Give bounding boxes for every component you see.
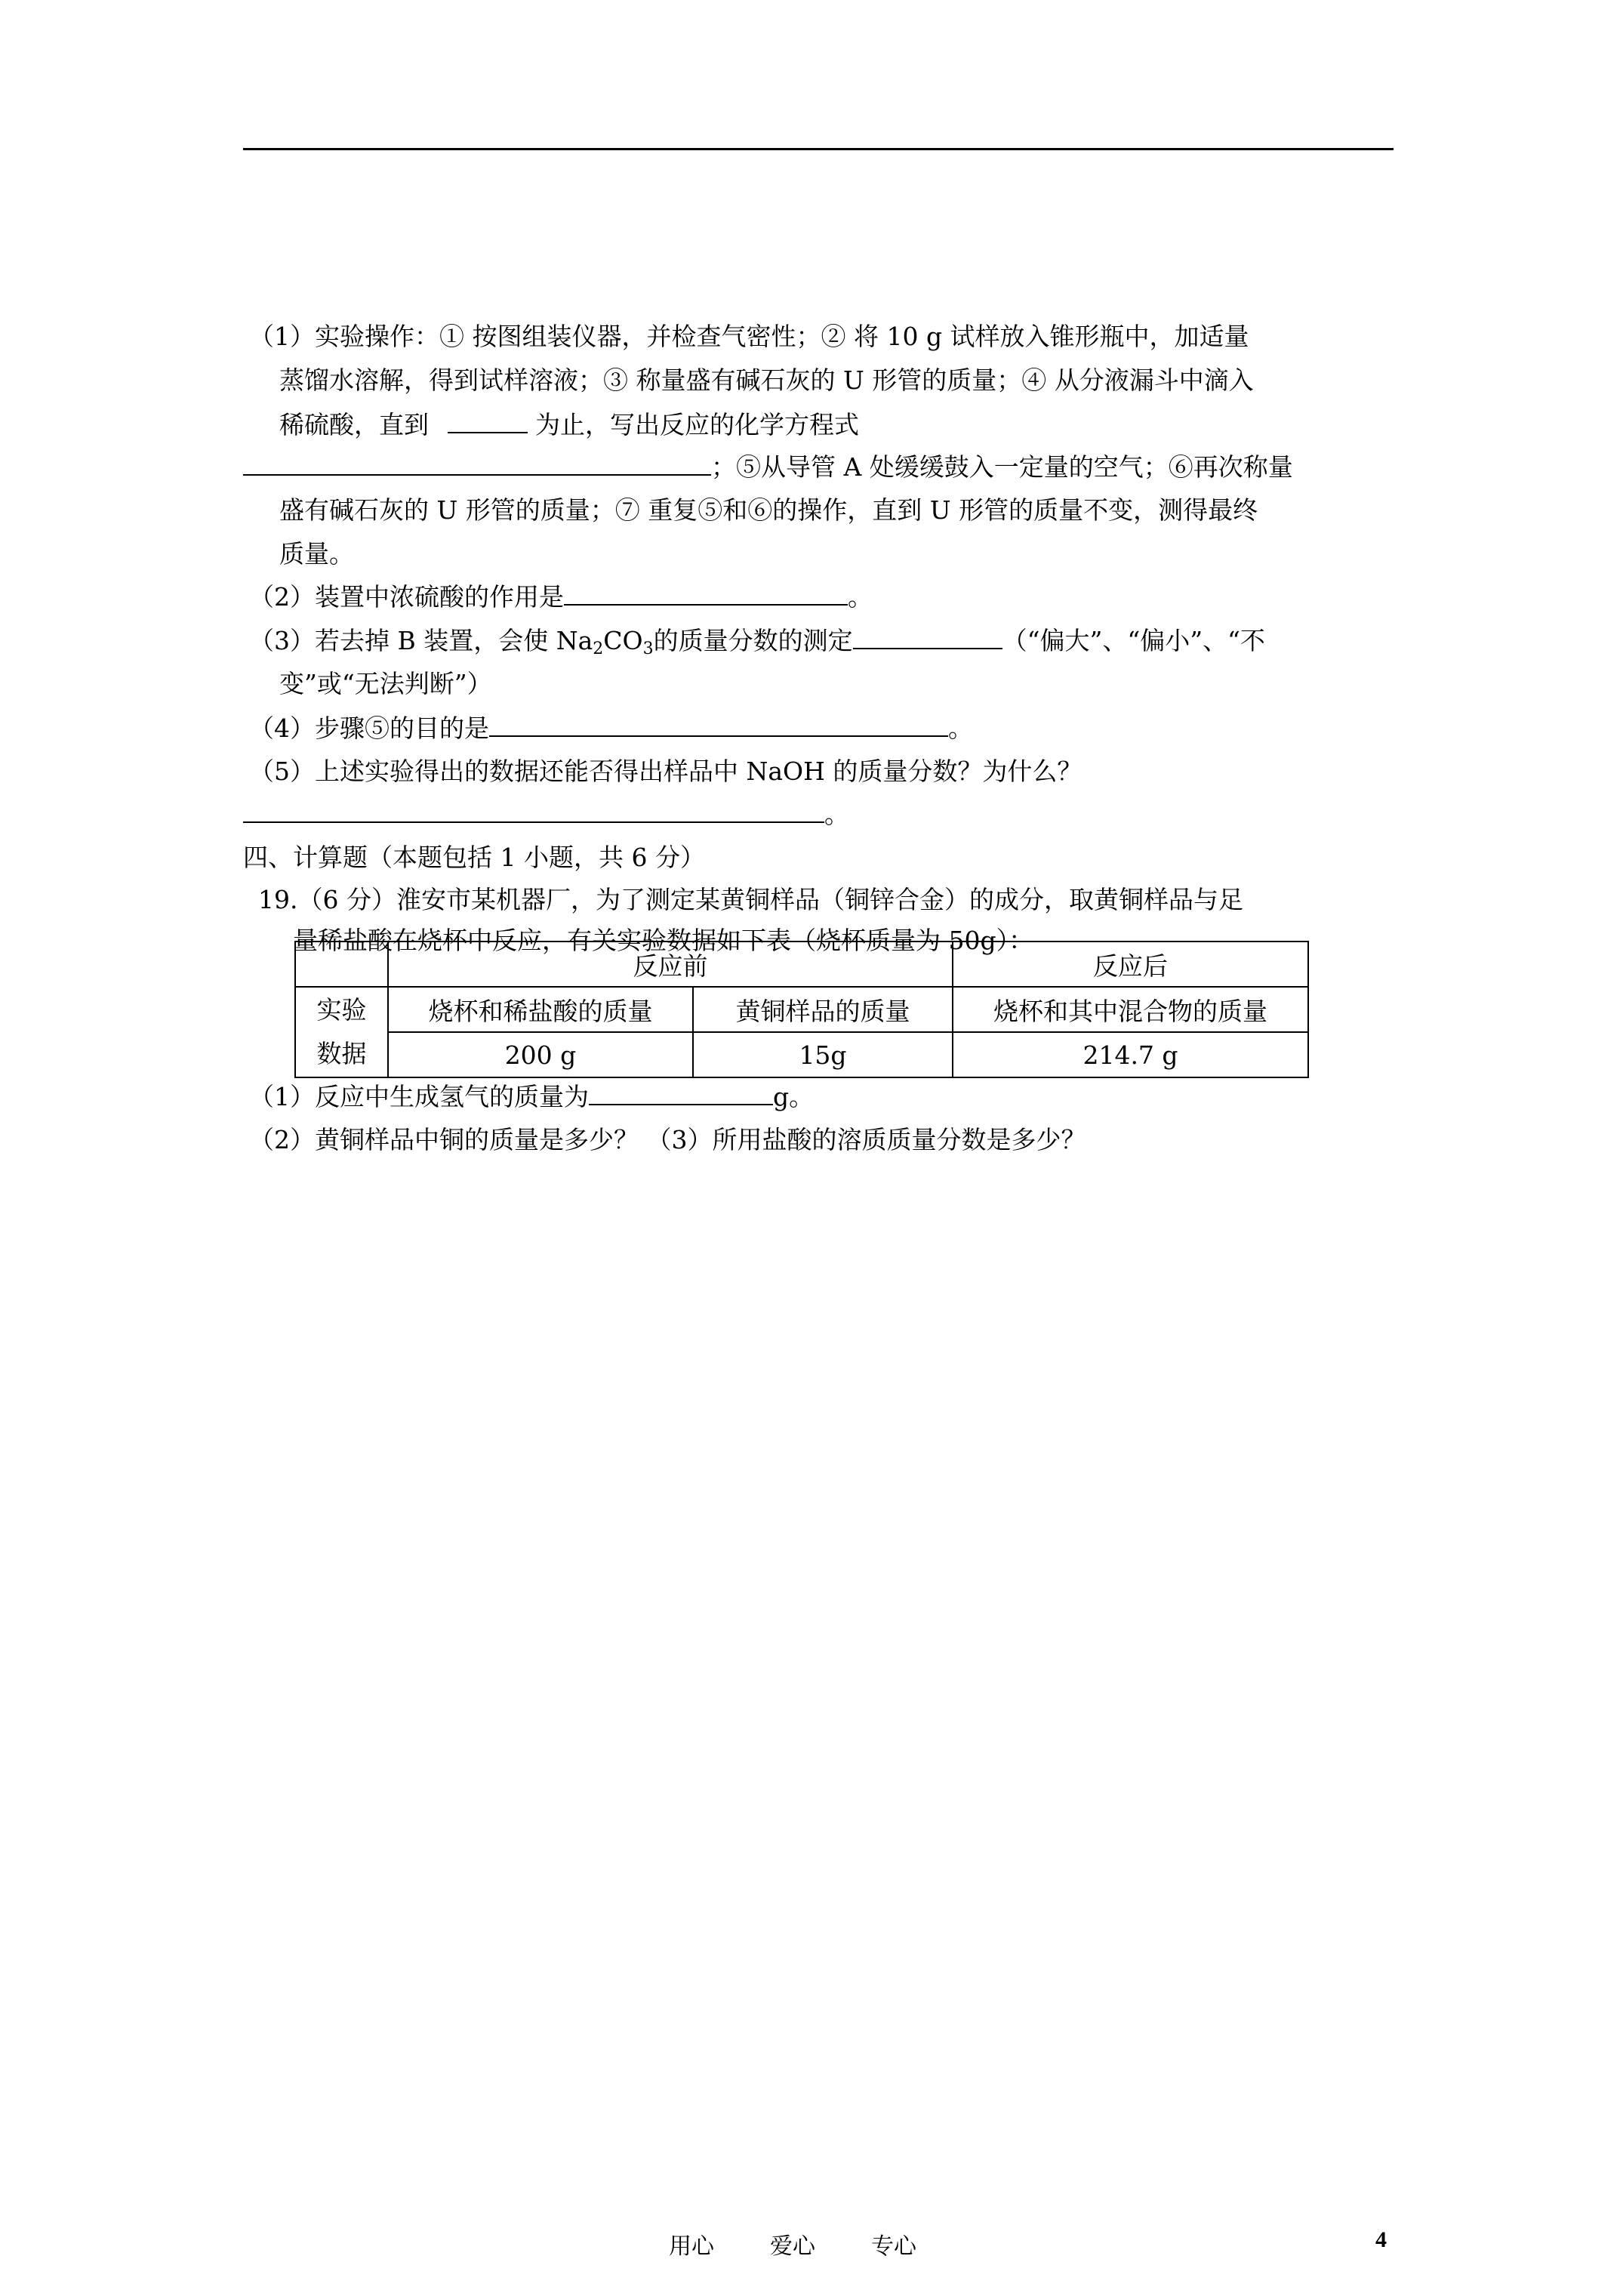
table-row-label-1: 实验	[316, 995, 367, 1025]
q19-s1-text: （1）反应中生成氢气的质量为	[249, 1082, 589, 1111]
table-row-label-2: 数据	[316, 1039, 367, 1068]
q18-p4-text: （4）步骤⑤的目的是	[249, 713, 489, 743]
answer-blank-hydrogen[interactable]	[589, 1081, 773, 1105]
table-header-before: 反应前	[388, 942, 953, 987]
q18-p1-line5: 盛有碱石灰的 U 形管的质量；⑦ 重复⑤和⑥的操作，直到 U 形管的质量不变，测得最终	[279, 495, 1258, 525]
answer-blank-equation[interactable]	[243, 451, 711, 476]
q18-p4-end: 。	[948, 713, 973, 743]
q19-line2: 量稀盐酸在烧杯中反应，有关实验数据如下表（烧杯质量为 50g）：	[293, 926, 1034, 955]
q18-p5-end: 。	[824, 800, 849, 829]
q18-p3-line1	[249, 625, 1265, 656]
answer-blank-1[interactable]	[448, 409, 528, 433]
answer-blank-2[interactable]	[564, 581, 848, 606]
q18-p5-line1: （5）上述实验得出的数据还能否得出样品中 NaOH 的质量分数？为什么？	[249, 757, 1083, 786]
q18-p3-text-b: CO	[603, 626, 643, 655]
q18-p3-line2: 变”或“无法判断”）	[279, 669, 492, 698]
table-val2: 15g	[693, 1032, 953, 1077]
header-rule	[243, 148, 1394, 150]
q18-p1-line1: （1）实验操作：① 按图组装仪器，并检查气密性；② 将 10 g 试样放入锥形瓶中，加适量	[249, 322, 1249, 351]
q18-p3-sub1: 2	[593, 639, 604, 658]
q18-p1-line4	[243, 451, 1293, 482]
q18-p1-line3	[279, 409, 859, 440]
q18-p1-line4-text: ；⑤从导管 A 处缓缓鼓入一定量的空气；⑥再次称量	[711, 452, 1293, 482]
section-4-title: 四、计算题（本题包括 1 小题，共 6 分）	[243, 843, 705, 872]
q18-p1-line2: 蒸馏水溶解，得到试样溶液；③ 称量盛有碱石灰的 U 形管的质量；④ 从分液漏斗中滴入	[279, 365, 1254, 395]
table-col2-header: 黄铜样品的质量	[693, 987, 953, 1032]
q18-p3-text-c: 的质量分数的测定	[653, 626, 853, 655]
q18-p3-text-a: （3）若去掉 B 装置，会使 Na	[249, 626, 593, 655]
table-header-after: 反应后	[953, 942, 1308, 987]
q18-p1-line3-text-a: 稀硫酸，直到	[279, 410, 429, 439]
q18-p3-text-d: （“偏大”、“偏小”、“不	[1002, 626, 1265, 655]
q18-p5-line2	[243, 799, 849, 830]
q18-p1-line6: 质量。	[279, 539, 354, 569]
data-table	[294, 941, 1309, 1078]
table-row	[295, 987, 1308, 1032]
answer-blank-4[interactable]	[489, 713, 948, 737]
q19-s1	[249, 1081, 814, 1112]
footer-motto-2: 爱心	[770, 2233, 815, 2260]
q19-line1: 19.（6 分）淮安市某机器厂，为了测定某黄铜样品（铜锌合金）的成分，取黄铜样品与足	[258, 885, 1243, 914]
table-header-row	[295, 942, 1308, 987]
q19-s1-end: g。	[773, 1082, 815, 1111]
footer-motto-3: 专心	[871, 2233, 916, 2260]
table-row	[295, 1032, 1308, 1077]
table-col1-header: 烧杯和稀盐酸的质量	[388, 987, 693, 1032]
footer-motto-1: 用心	[669, 2233, 714, 2260]
table-row-label	[295, 987, 388, 1077]
q18-p1-line3-text-b: 为止，写出反应的化学方程式	[535, 410, 859, 439]
answer-blank-3[interactable]	[853, 625, 1002, 649]
table-col3-header: 烧杯和其中混合物的质量	[953, 987, 1308, 1032]
q19-s2: （2）黄铜样品中铜的质量是多少？ （3）所用盐酸的溶质质量分数是多少？	[249, 1125, 1086, 1154]
q18-p3-sub2: 3	[642, 639, 654, 658]
table-corner-cell	[295, 942, 388, 987]
table-val1: 200 g	[388, 1032, 693, 1077]
q18-p4	[249, 713, 973, 744]
answer-blank-5[interactable]	[243, 799, 824, 823]
q18-p2	[249, 581, 873, 612]
q18-p2-text: （2）装置中浓硫酸的作用是	[249, 582, 564, 612]
q18-p2-end: 。	[848, 582, 873, 612]
page-number: 4	[1375, 2227, 1387, 2252]
table-val3: 214.7 g	[953, 1032, 1308, 1077]
